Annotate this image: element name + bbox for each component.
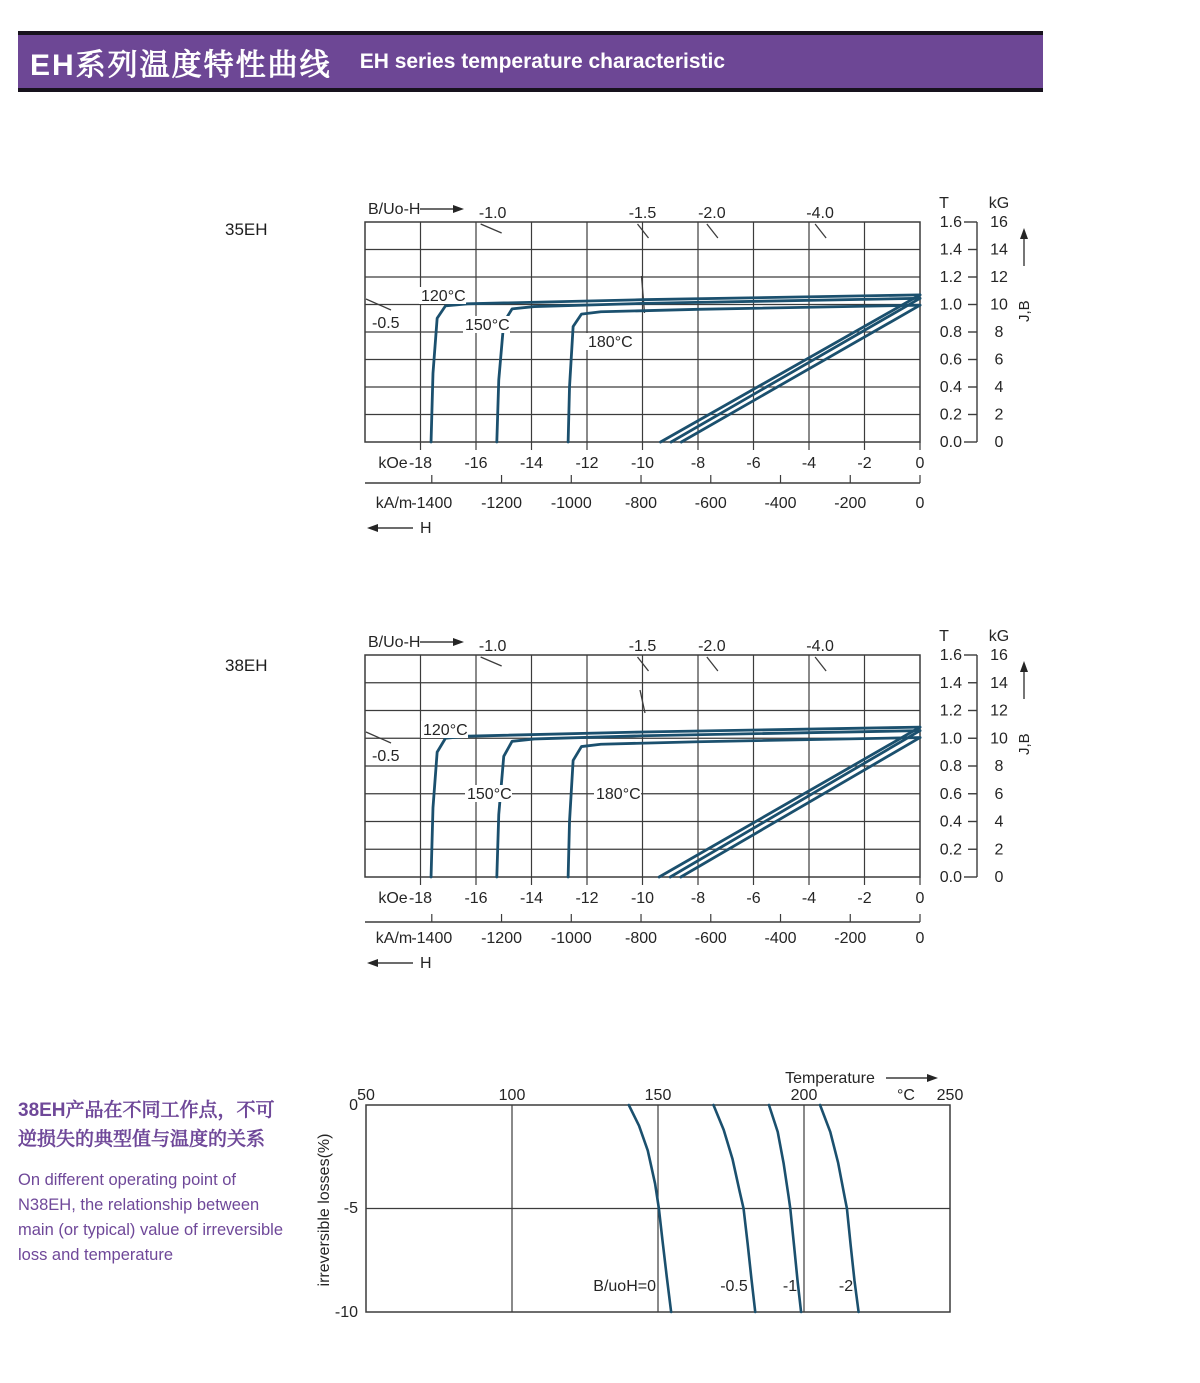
left-arrowhead-icon: [367, 959, 378, 967]
jb-axis-label: J,B: [1016, 300, 1033, 322]
temp-curve-label: 180°C: [588, 334, 633, 351]
note-zh: 38EH产品在不同工作点，不可 逆损失的典型值与温度的关系: [18, 1100, 275, 1150]
y-tick-label-kG: 16: [990, 647, 1008, 664]
load-line-tick: [481, 657, 502, 666]
curve-B-150°C: [670, 731, 920, 877]
load-line-label: -4.0: [806, 638, 834, 655]
load-line-label: -2.0: [698, 638, 726, 655]
y-tick-label-T: 0.8: [939, 324, 962, 341]
x-tick-label: -6: [746, 890, 761, 907]
x-tick-label: -14: [519, 890, 544, 907]
load-line-tick: [815, 657, 826, 671]
x-tick-label: 100: [498, 1087, 526, 1104]
x-tick-label: -10: [630, 890, 655, 907]
x-tick-label-2: -200: [834, 930, 867, 947]
x-tick-label: -2: [857, 455, 872, 472]
x-tick-label: -16: [464, 455, 488, 472]
x-axis-unit-2: kA/m: [375, 495, 413, 512]
load-line-tick: [815, 224, 826, 238]
b-uo-h-label: B/Uo-H: [368, 634, 421, 651]
x-tick-label: -2: [857, 890, 872, 907]
chart-label-35eh: 35EH: [225, 220, 268, 239]
y-tick-label-kG: 2: [994, 406, 1004, 424]
y-tick-label-kG: 6: [994, 785, 1004, 803]
y-tick-label-kG: 4: [994, 813, 1004, 831]
temp-curve-label: 120°C: [421, 288, 466, 305]
x-tick-label-2: -800: [625, 930, 658, 947]
y-tick-label: -10: [334, 1304, 358, 1321]
load-line-label: -2.0: [698, 205, 726, 222]
temp-curve-label: 180°C: [596, 786, 641, 803]
chart-label-38eh: 38EH: [225, 656, 268, 675]
y-tick-label-T: 1.6: [939, 214, 962, 231]
y-tick-label-T: 0.4: [939, 379, 962, 396]
chart-demag-38EH: [365, 628, 1033, 972]
load-line-tick: [481, 224, 502, 233]
x-tick-label: -18: [408, 890, 433, 907]
y-tick-label-T: 1.4: [939, 674, 962, 692]
y-tick-label-T: 0.4: [939, 813, 962, 831]
x-tick-label-2: -1200: [481, 930, 522, 947]
x-tick-label-2: -800: [625, 495, 658, 512]
x-tick-label-2: -1000: [550, 930, 592, 947]
y-unit-T: T: [939, 195, 949, 212]
x-tick-label: -4: [801, 890, 817, 907]
y-tick-label-kG: 8: [994, 324, 1004, 341]
x-tick-label: 0: [915, 890, 925, 907]
x-tick-label: -16: [464, 890, 488, 907]
y-tick-label-kG: 4: [994, 379, 1004, 396]
loss-curve-label: -2: [838, 1278, 854, 1295]
x-tick-label: -10: [630, 455, 655, 472]
x-axis-unit-2: kA/m: [375, 930, 413, 947]
x-tick-label: -4: [801, 455, 817, 472]
y-tick-label-T: 1.2: [939, 269, 962, 286]
x-tick-label: -12: [575, 890, 599, 907]
load-line-label: -1.5: [628, 205, 657, 222]
curve-B-120°C: [661, 295, 920, 442]
x-tick-label-2: -1400: [411, 495, 453, 512]
note-en: On different operating point of N38EH, the relationship between main (or typical) value of irreversible loss and temperature: [18, 1171, 284, 1264]
curve-B-180°C: [681, 305, 920, 442]
y-tick-label-kG: 10: [990, 296, 1008, 314]
y-tick-label-kG: 8: [994, 758, 1004, 775]
b-uo-h-label: B/Uo-H: [368, 201, 421, 218]
x-tick-label-2: -200: [834, 495, 867, 512]
y-tick-label-T: 1.2: [939, 702, 962, 720]
y-tick-label-kG: 14: [990, 674, 1008, 692]
y-tick-label: 0: [349, 1097, 358, 1114]
y-tick-label-T: 0.6: [939, 351, 962, 369]
y-tick-label-T: 0.2: [939, 406, 962, 424]
y-axis-title: irreversible losses(%): [316, 1133, 333, 1287]
x-tick-label: -8: [690, 890, 706, 907]
loss-curve-label: -0.5: [720, 1278, 748, 1295]
x-axis-unit: kOe: [378, 455, 408, 472]
y-tick-label-kG: 6: [994, 351, 1004, 369]
x-tick-label-2: -600: [694, 495, 727, 512]
y-tick-label-kG: 14: [990, 241, 1008, 259]
y-unit-kG: kG: [988, 195, 1010, 212]
y-unit-kG: kG: [988, 628, 1010, 645]
page-title-en: EH series temperature characteristic: [359, 49, 726, 73]
chart-demag-35EH: [365, 195, 1033, 537]
x-tick-label: 150: [644, 1087, 672, 1104]
curve-B-180°C: [681, 738, 920, 877]
x-tick-label-2: 0: [915, 930, 925, 947]
load-line-label: -4.0: [806, 205, 834, 222]
temperature-title: Temperature: [785, 1070, 875, 1087]
y-tick-label-T: 0.8: [939, 758, 962, 775]
page-title-zh: EH系列温度特性曲线: [30, 48, 332, 82]
y-tick-label-kG: 0: [994, 434, 1004, 451]
y-tick-label-T: 0.0: [939, 869, 962, 886]
load-line-label: -1.5: [628, 638, 657, 655]
x-tick-label-2: -400: [764, 930, 797, 947]
loss-curve-label: -1: [782, 1278, 798, 1295]
y-tick-label-T: 1.6: [939, 647, 962, 664]
y-tick-label-T: 0.6: [939, 785, 962, 803]
temp-curve-label: 150°C: [467, 786, 512, 803]
load-line-tick: [366, 732, 391, 743]
y-tick-label-kG: 2: [994, 841, 1004, 859]
load-line-label: -1.0: [478, 205, 507, 222]
x-tick-label-2: -1000: [550, 495, 592, 512]
x-tick-label: -6: [746, 455, 761, 472]
y-tick-label-T: 1.0: [939, 296, 962, 314]
y-tick-label-T: 0.2: [939, 841, 962, 859]
h-axis-label: H: [420, 520, 432, 537]
right-arrowhead-icon: [453, 205, 464, 213]
x-tick-label: 250: [936, 1087, 964, 1104]
temp-curve-label: 120°C: [423, 722, 468, 739]
load-line-label: -0.5: [372, 315, 400, 332]
y-tick-label: -5: [343, 1200, 358, 1217]
load-line-tick: [707, 657, 718, 671]
y-tick-label-kG: 12: [990, 702, 1008, 720]
x-tick-label: -8: [690, 455, 706, 472]
load-line-tick: [707, 224, 718, 238]
y-tick-label-kG: 10: [990, 730, 1008, 748]
y-tick-label-T: 1.0: [939, 730, 962, 748]
load-line-label: -0.5: [372, 748, 400, 765]
x-axis-unit: kOe: [378, 890, 408, 907]
y-tick-label-kG: 12: [990, 269, 1008, 286]
x-tick-label-2: -400: [764, 495, 797, 512]
left-arrowhead-icon: [367, 524, 378, 532]
x-tick-label: 0: [915, 455, 925, 472]
loss-curve-label: B/uoH=0: [593, 1278, 656, 1295]
y-tick-label-kG: 0: [994, 869, 1004, 886]
x-tick-label: -18: [408, 455, 433, 472]
x-tick-label: -12: [575, 455, 599, 472]
y-unit-T: T: [939, 628, 949, 645]
up-arrowhead-icon: [1020, 661, 1028, 672]
load-line-label: -1.0: [478, 638, 507, 655]
y-tick-label-T: 1.4: [939, 241, 962, 259]
up-arrowhead-icon: [1020, 228, 1028, 239]
x-axis-unit: °C: [897, 1087, 915, 1104]
x-tick-label-2: 0: [915, 495, 925, 512]
right-arrowhead-icon: [927, 1074, 938, 1082]
h-axis-label: H: [420, 955, 432, 972]
x-tick-label-2: -1200: [481, 495, 522, 512]
y-tick-label-kG: 16: [990, 214, 1008, 231]
x-tick-label: -14: [519, 455, 544, 472]
x-tick-label-2: -1400: [411, 930, 453, 947]
x-tick-label: 200: [790, 1087, 818, 1104]
jb-axis-label: J,B: [1016, 733, 1033, 755]
x-tick-label-2: -600: [694, 930, 727, 947]
temp-curve-label: 150°C: [465, 317, 510, 334]
y-tick-label-T: 0.0: [939, 434, 962, 451]
x-tick-label: 50: [357, 1087, 375, 1104]
curve-B-150°C: [671, 298, 920, 442]
right-arrowhead-icon: [453, 638, 464, 646]
chart-irreversible-loss-38EH: [316, 1070, 963, 1321]
